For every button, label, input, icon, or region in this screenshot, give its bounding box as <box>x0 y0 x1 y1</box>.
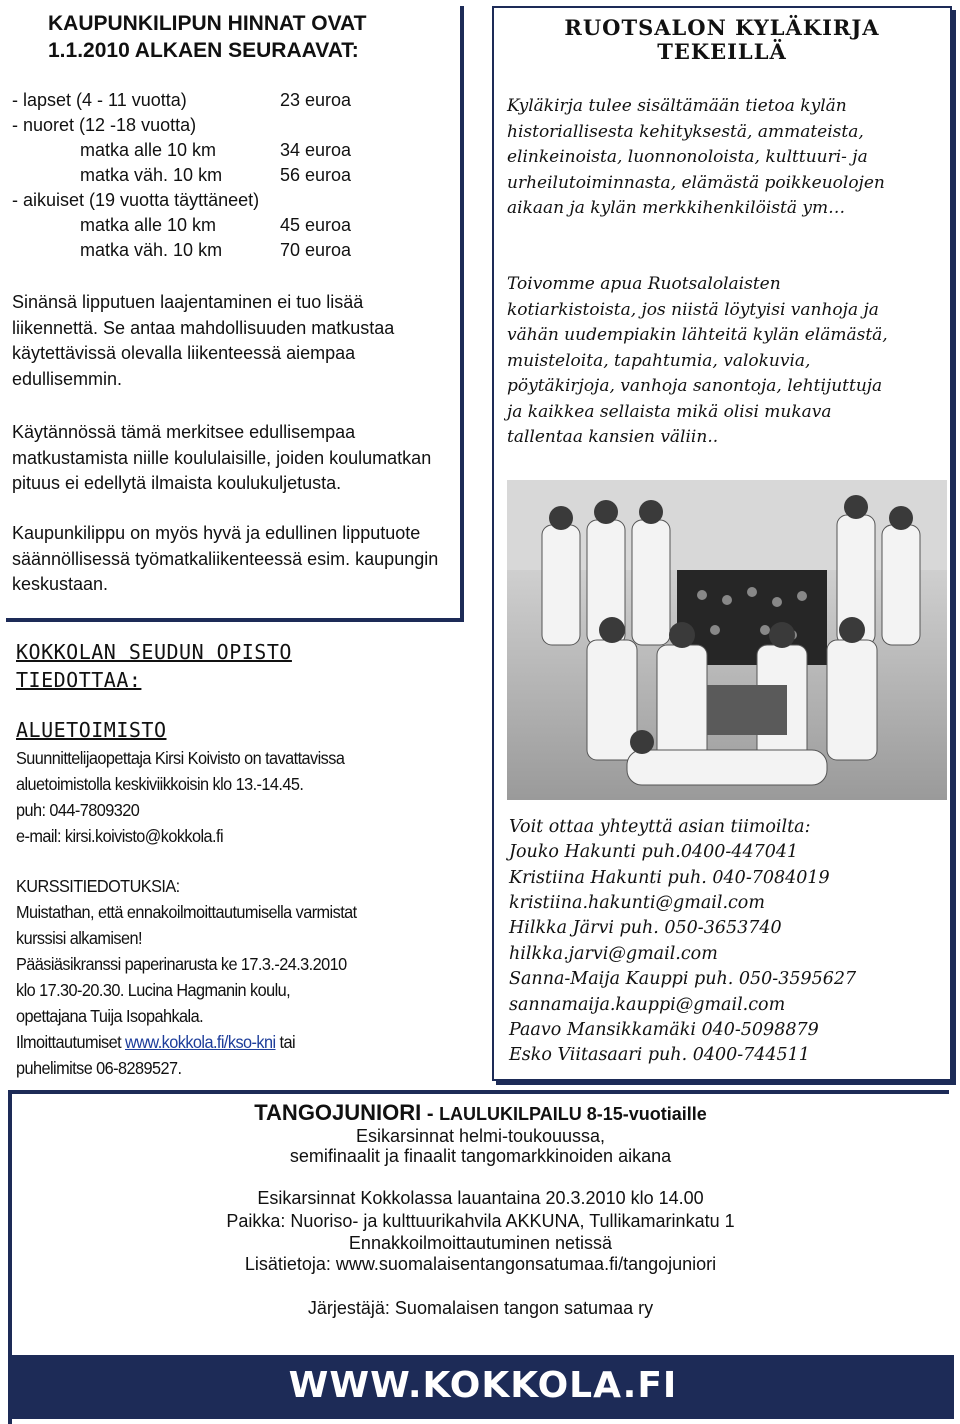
price-label: matka väh. 10 km <box>80 165 223 185</box>
price-title <box>48 10 448 64</box>
village-title <box>492 16 952 64</box>
price-value: 34 euroa <box>280 140 352 160</box>
contact-email[interactable]: sannamaija.kauppi@gmail.com <box>509 995 786 1015</box>
price-paragraph-3: Kaupunkilippu on myös hyvä ja edullinen lipputuote säännöllisessä työmatkaliikenteessä esim. kaupungin keskustaan. <box>12 523 439 594</box>
signup-prefix: Ilmoittautumiset <box>16 1032 126 1052</box>
office-phone: puh: 044-7809320 <box>16 800 140 820</box>
price-label: matka alle 10 km <box>80 215 217 235</box>
course-line: Muistathan, että ennakoilmoittautumisella varmistat <box>16 902 357 922</box>
tango-venue-line <box>8 1210 953 1233</box>
contact-email[interactable]: hilkka.jarvi@gmail.com <box>509 944 718 964</box>
price-value: 56 euroa <box>280 165 352 185</box>
contact-line: Sanna-Maija Kauppi puh. 050-3595627 <box>509 969 857 989</box>
price-title-line1: KAUPUNKILIPUN HINNAT OVAT <box>48 12 367 35</box>
tango-title-dash: - <box>421 1103 440 1125</box>
course-line: Pääsiäsikranssi paperinarusta ke 17.3.-24.3.2010 <box>16 954 347 974</box>
opisto-subheading: ALUETOIMISTO <box>16 718 167 742</box>
village-title-line2: TEKEILLÄ <box>657 39 787 64</box>
contact-line: Paavo Mansikkamäki 040-5098879 <box>509 1020 819 1040</box>
contact-line: Kristiina Hakunti puh. 040-7084019 <box>509 868 830 888</box>
phone-line: puhelimitse 06-8289527. <box>16 1058 182 1078</box>
tango-line: Esikarsinnat helmi-toukouussa, <box>355 1126 606 1146</box>
course-line: kurssisi alkamisen! <box>16 928 142 948</box>
tango-line: Ennakkoilmoittautuminen netissä <box>348 1233 613 1253</box>
contact-line: Jouko Hakunti puh.0400-447041 <box>509 842 799 862</box>
venue-suffix: , Tullikamarinkatu 1 <box>579 1211 735 1231</box>
price-label: - aikuiset (19 vuotta täyttäneet) <box>12 190 260 210</box>
office-email[interactable]: e-mail: kirsi.koivisto@kokkola.fi <box>16 826 224 846</box>
price-value: 45 euroa <box>280 215 352 235</box>
price-value: 23 euroa <box>280 90 352 110</box>
price-label: - nuoret (12 -18 vuotta) <box>12 115 197 135</box>
contact-email[interactable]: kristiina.hakunti@gmail.com <box>509 893 765 913</box>
venue-name: AKKUNA <box>505 1211 580 1231</box>
price-list <box>12 88 452 268</box>
footer-website[interactable]: WWW.KOKKOLA.FI <box>288 1365 678 1406</box>
contact-intro: Voit ottaa yhteyttä asian tiimoilta: <box>509 817 811 837</box>
price-paragraph-1: Sinänsä lipputuen laajentaminen ei tuo lisää liikennettä. Se antaa mahdollisuuden matkustaa käytettävissä olevalla liikenteessä aiempaa edullisemmin. <box>12 292 395 389</box>
contact-line: Hilkka Järvi puh. 050-3653740 <box>509 918 782 938</box>
tango-title-sub: LAULUKILPAILU 8-15-vuotiaille <box>439 1104 707 1124</box>
office-line: aluetoimistolla keskiviikkoisin klo 13.-14.45. <box>16 774 304 794</box>
village-title-line1: RUOTSALON KYLÄKIRJA <box>564 15 880 40</box>
tango-organizer: Järjestäjä: Suomalaisen tangon satumaa ry <box>307 1298 654 1318</box>
village-paragraph-1: Kyläkirja tulee sisältämään tietoa kylän historiallisesta kehityksestä, ammateista, elinkeinoista, luonnonoloista, kulttuuri- ja urheilutoiminnasta, elämästä poikkeuolojen aikaan ja kylän merkkihenkilöistä ym… <box>507 96 885 218</box>
signup-line <box>16 1029 295 1055</box>
price-label: matka väh. 10 km <box>80 240 223 260</box>
course-line: opettajana Tuija Isopahkala. <box>16 1006 204 1026</box>
tango-website[interactable]: Lisätietoja: www.suomalaisentangonsatumaa.fi/tangojuniori <box>244 1254 717 1274</box>
village-paragraph-2: Toivomme apua Ruotsalolaisten kotiarkistoista, jos niistä löytyisi vanhoja ja vähän uudempiakin lähteitä kylän elämästä, muisteloita, tapahtumia, valokuvia, pöytäkirjoja, vanhoja sanontoja, lehtijuttuja ja kaikkea sellaista mikä olisi mukava tallentaa kansien väliin.. <box>507 274 888 447</box>
price-label: matka alle 10 km <box>80 140 217 160</box>
tango-title <box>8 1100 953 1127</box>
photo-illustration <box>507 480 947 800</box>
course-line: klo 17.30-20.30. Lucina Hagmanin koulu, <box>16 980 291 1000</box>
signup-link[interactable]: www.kokkola.fi/kso-kni <box>125 1032 276 1052</box>
historic-group-photo <box>507 480 947 800</box>
contact-line: Esko Viitasaari puh. 0400-744511 <box>509 1045 810 1065</box>
price-title-line2: 1.1.2010 ALKAEN SEURAAVAT: <box>48 39 359 62</box>
course-heading: KURSSITIEDOTUKSIA: <box>16 876 180 896</box>
signup-suffix: tai <box>275 1032 296 1052</box>
price-label: - lapset (4 - 11 vuotta) <box>12 90 187 110</box>
tango-line: Esikarsinnat Kokkolassa lauantaina 20.3.2010 klo 14.00 <box>257 1188 704 1208</box>
opisto-heading-2: TIEDOTTAA: <box>16 668 142 692</box>
opisto-heading: KOKKOLAN SEUDUN OPISTO <box>16 640 292 664</box>
tango-title-main: TANGOJUNIORI <box>254 1100 422 1125</box>
price-paragraph-2: Käytännössä tämä merkitsee edullisempaa matkustamista niille koululaisille, joiden koulumatkan pituus ei edellytä ilmaista koulukuljetusta. <box>12 422 432 493</box>
tango-line: semifinaalit ja finaalit tangomarkkinoiden aikana <box>289 1146 672 1166</box>
price-value: 70 euroa <box>280 240 352 260</box>
office-line: Suunnittelijaopettaja Kirsi Koivisto on tavattavissa <box>16 748 345 768</box>
venue-prefix: Paikka: Nuoriso- ja kulttuurikahvila <box>226 1211 506 1231</box>
